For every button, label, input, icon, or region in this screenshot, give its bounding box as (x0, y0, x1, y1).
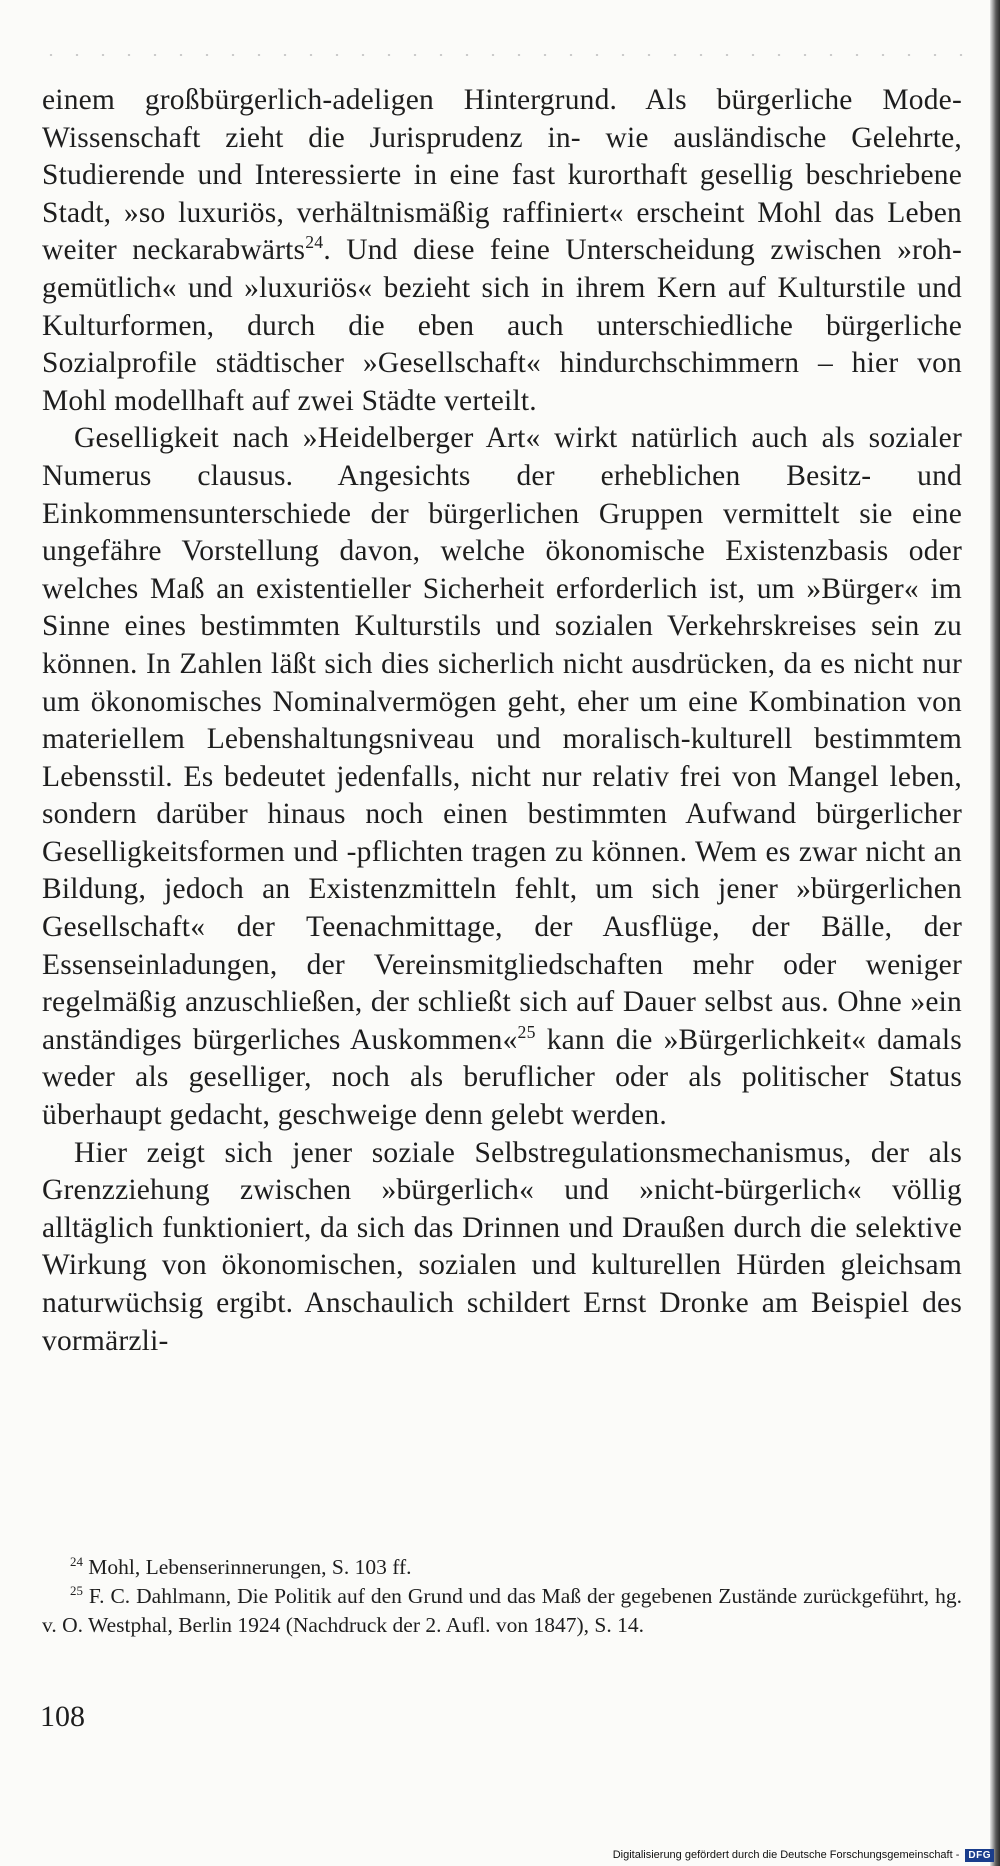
footnote-number: 24 (70, 1554, 83, 1569)
dfg-logo: DFG (965, 1849, 994, 1862)
footnote (42, 1582, 962, 1640)
paragraph-text: Hier zeigt sich jener soziale Selbstregulationsmechanismus, der als Grenzziehung zwischen »bürgerlich« und »nicht-bürgerlich« völlig alltäglich funktioniert, da sich das Drinnen und Draußen durch die selektive Wirkung von ökonomischen, sozialen und kulturellen Hürden gleichsam naturwüchsig ergibt. Anschaulich schildert Ernst Dronke am Beispiel des vormärzli- (42, 1136, 962, 1357)
page-edge-shadow (990, 0, 1000, 1866)
footnote-reference[interactable]: 25 (517, 1022, 536, 1043)
footnote-text: Mohl, Lebenserinnerungen, S. 103 ff. (82, 1555, 412, 1579)
body-paragraph (42, 420, 962, 1134)
paragraph-text: Geselligkeit nach »Heidelberger Art« wirkt natürlich auch als sozialer Numerus clausus. Angesichts der erheblichen Besitz- und Einkommensunterschiede der bürgerlichen Gruppen vermittelt sie eine ungefähre Vorstellung davon, welche ökonomische Existenzbasis oder welches Maß an existentieller Sicherheit erforderlich ist, um »Bürger« im Sinne eines bestimmten Kulturstils und sozialen Verkehrskreises sein zu können. In Zahlen läßt sich dies sicherlich nicht ausdrücken, da es nicht nur um ökonomisches Nominalvermögen geht, eher um eine Kombination von materiellem Lebenshaltungsniveau und moralisch-kulturell bestimmtem Lebensstil. Es bedeutet jedenfalls, nicht nur relativ frei von Mangel leben, sondern darüber hinaus noch einen bestimmten Aufwand bürgerlicher Geselligkeitsformen und -pflichten tragen zu können. Wem es zwar nicht an Bildung, jedoch an Existenzmitteln fehlt, um sich jener »bürgerlichen Gesellschaft« der Teenachmittage, der Ausflüge, der Bälle, der Essenseinladungen, der Vereinsmitgliedschaften mehr oder weniger regelmäßig anzuschließen, der schließt sich auf Dauer selbst aus. Ohne »ein anständiges bürgerliches Auskommen« (42, 422, 962, 1056)
paragraph-text: . Und diese feine Unterscheidung zwischen »roh-gemütlich« und »luxuriös« bezieht sich in ihrem Kern auf Kulturstile und Kulturformen, durch die eben auch unterschiedliche bürgerliche Sozialprofile städtischer »Gesellschaft« hindurchschimmern – hier von Mohl modellhaft auf zwei Städte verteilt. (42, 234, 962, 417)
footnote-number: 25 (70, 1583, 83, 1598)
digitization-credit: Digitalisierung gefördert durch die Deutsche Forschungsgemeinschaft - (612, 1849, 960, 1861)
paragraph-text: kann die »Bürgerlichkeit« damals weder als geselliger, noch als beruflicher oder als politischer Status überhaupt gedacht, geschweige denn gelebt werden. (42, 1023, 962, 1132)
main-body-text (42, 82, 962, 1360)
digitization-credit-bar (0, 1844, 1000, 1866)
footnote-text: F. C. Dahlmann, Die Politik auf den Grund und das Maß der gegebenen Zustände zurückgeführt, hg. v. O. Westphal, Berlin 1924 (Nachdruck der 2. Aufl. von 1847), S. 14. (42, 1584, 962, 1637)
body-paragraph (42, 1135, 962, 1361)
footnote-reference[interactable]: 24 (305, 232, 324, 253)
footnotes (42, 1553, 962, 1640)
header-dotted-rule (38, 54, 968, 56)
body-paragraph (42, 82, 962, 420)
paragraph-text: einem großbürgerlich-adeligen Hintergrund. Als bürgerliche Mode-Wissenschaft zieht die Jurisprudenz in- wie ausländische Gelehrte, Studierende und Interessierte in eine fast kurorthaft gesellig beschriebene Stadt, »so luxuriös, verhältnismäßig raffiniert« erscheint Mohl das Leben weiter neckarabwärts (42, 84, 962, 267)
page-number: 108 (40, 1700, 85, 1733)
footnote (42, 1553, 962, 1582)
